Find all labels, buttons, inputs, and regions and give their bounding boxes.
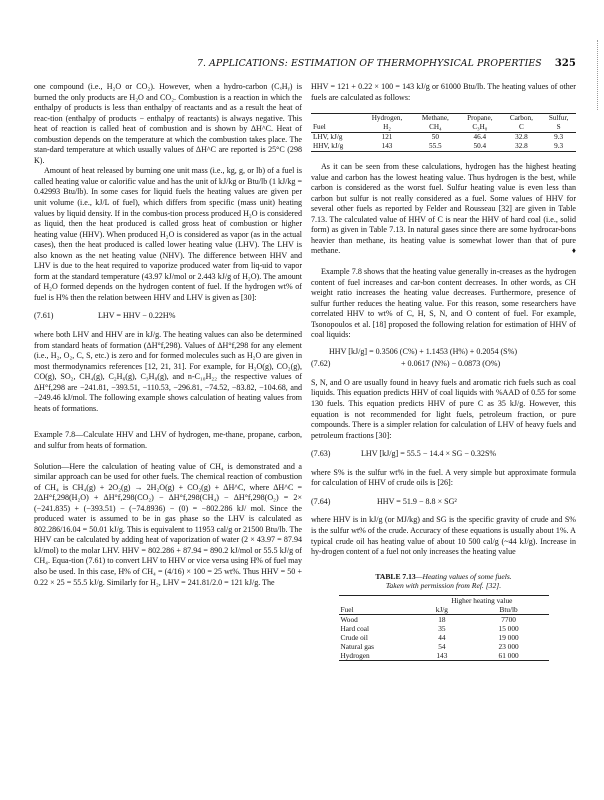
table-subheader-row bbox=[339, 605, 549, 615]
table-header-cell: Btu/lb bbox=[469, 605, 549, 615]
example-title: Example 7.8—Calculate HHV and LHV of hydrogen, me-thane, propane, carbon, and sulfur from heats of formation. bbox=[34, 430, 302, 450]
equation-number: (7.63) bbox=[311, 449, 331, 459]
table-header-cell: Fuel bbox=[311, 123, 362, 133]
table-row bbox=[339, 614, 549, 624]
equation-body: + 0.0617 (N%) − 0.0873 (O%) bbox=[401, 359, 501, 369]
table-row bbox=[339, 633, 549, 642]
table-cell: Crude oil bbox=[340, 632, 368, 642]
table-7-13-caption bbox=[311, 572, 576, 591]
table-cell: 46.4 bbox=[473, 133, 487, 142]
table-header-cell: S bbox=[541, 123, 576, 133]
paragraph: where HHV is in kJ/g (or MJ/kg) and SG is the specific gravity of crude and S% is the sulfur wt% of the crude. Accuracy of these equations is usually about 1%. A typical crude oil has heating value of about 10 500 cal/g (~44 kJ/g). Increase in hy-drogen content of a fuel not only increases the heating value bbox=[311, 515, 576, 557]
equation-body: LHV = HHV − 0.22H% bbox=[98, 311, 176, 321]
table-cell: 7700 bbox=[501, 614, 516, 624]
table-cell: 9.3 bbox=[554, 133, 564, 142]
table-cell: 23 000 bbox=[498, 642, 519, 652]
table-cell: 143 bbox=[362, 142, 413, 152]
table-row bbox=[339, 642, 549, 651]
equation-7-63 bbox=[311, 449, 576, 460]
paragraph bbox=[311, 162, 576, 257]
page-number: 325 bbox=[554, 58, 576, 69]
running-title: 7. APPLICATIONS: ESTIMATION OF THERMOPHYSICAL PROPERTIES bbox=[196, 58, 542, 69]
table-cell: 32.8 bbox=[502, 142, 542, 152]
table-header-cell bbox=[339, 595, 416, 605]
paragraph: Example 7.8 shows that the heating value generally in-creases as the hydrogen content of fuel increases and car-bon content decreases. In other words, as CH weight ratio increases the heating value decreases. Furthermore, presence of sulfur further reduces the heating value. For this reason, some researchers have correlated HHV to wt% of C, H, S, N, and O content of fuel. For example, Tsonopoulos et al. [18] proposed the following relation for estimation of HHV of coal liquids: bbox=[311, 267, 576, 340]
table-header-cell: C₃H₈ bbox=[458, 123, 501, 133]
table-cell: Natural gas bbox=[340, 642, 374, 652]
equation-7-62 bbox=[311, 359, 576, 370]
table-cell: 54 bbox=[438, 642, 446, 652]
table-row bbox=[311, 133, 576, 143]
paragraph: S, N, and O are usually found in heavy fuels and aromatic rich fuels such as coal liquids. This equation predicts HHV of coal liquids with %AAD of 0.55 for some 130 fuels. This equation predicts HHV of pure C as 35 kJ/g. However, this equation is not recommended for light fuels, petroleum fraction, or pure compounds. There is a simpler relation for calculation of LHV of heavy fuels and petroleum fractions [30]: bbox=[311, 377, 576, 440]
table-header-cell: C bbox=[502, 123, 542, 133]
table-subheader-row bbox=[311, 123, 576, 133]
table-caption-text: —Heating values of some fuels. bbox=[415, 571, 512, 581]
equation-body: LHV [kJ/g] = 55.5 − 14.4 × SG − 0.32S% bbox=[361, 449, 497, 459]
table-row bbox=[339, 651, 549, 661]
table-cell: 121 bbox=[381, 133, 393, 142]
table-header-cell bbox=[311, 114, 362, 124]
equation-7-64 bbox=[311, 497, 576, 508]
table-label: TABLE 7.13 bbox=[375, 571, 416, 581]
table-header-cell: CH₄ bbox=[413, 123, 459, 133]
table-7-13 bbox=[339, 595, 549, 662]
table-cell: Hard coal bbox=[340, 623, 370, 633]
equation-number: (7.64) bbox=[311, 496, 331, 506]
paragraph-text: As it can be seen from these calculations, hydrogen has the highest heating value and carbon has the lowest heating value. Thus hydrogen is the best, while carbon is considered as the worst fuel. Sulfur heating value is even less than carbon but sulfur is not really considered as a fuel. Some values of HHV for several other fuels as reported by Felder and Rousseau [32] are given in Table 7.13. The calculated value of HHV of C is near the HHV of hard coal (i.e., solid form) as given in Table 7.13. In natural gases since there are some hydrocar-bons heavier than methane, its heating value is somewhat lower than that of pure methane. bbox=[311, 162, 576, 256]
equation-7-61 bbox=[34, 311, 302, 322]
table-header-cell: Propane, bbox=[458, 114, 501, 124]
table-row bbox=[339, 624, 549, 633]
table-header-row bbox=[311, 114, 576, 124]
table-cell: 143 bbox=[415, 651, 469, 661]
table-group-header: Higher heating value bbox=[415, 595, 548, 605]
table-cell: 35 bbox=[438, 623, 446, 633]
paragraph: Amount of heat released by burning one unit mass (i.e., kg, g, or lb) of a fuel is called heating value or calorific value and has the unit of kJ/kg or Btu/lb (1 kJ/kg = 0.42993 Btu/lb). In some cases for liquid fuels the heating values are given per unit volume (i.e., kJ/L of fuel), which differs from specific (mass unit) heating values by liquid density. If in the combus-tion process produced H₂O is considered as liquid, then the heat produced is called gross heat of combustion or higher heating value (HHV). When produced H₂O is considered as vapor (as in the actual cases), then the heat produced is called lower heating value (LHV). The LHV is also known as the net heating value (NHV). The difference between HHV and LHV is due to the heat required to vaporize produced water from liq-uid to vapor form at the standard temperature (43.97 kJ/mol or 2.443 kJ/g of H₂O). The amount of H₂O formed depends on the hydrogen content of fuel. If the hydrogen wt% of fuel is H% then the relation between HHV and LHV is given as [30]: bbox=[34, 166, 302, 302]
equation-number: (7.62) bbox=[311, 359, 331, 369]
right-column bbox=[311, 82, 576, 661]
margin-dotted-rule bbox=[593, 40, 598, 110]
table-cell: HHV, kJ/g bbox=[311, 142, 362, 152]
table-header-cell: Hydrogen, bbox=[362, 114, 413, 124]
table-header-cell: Sulfur, bbox=[541, 114, 576, 124]
paragraph: HHV = 121 + 0.22 × 100 = 143 kJ/g or 61000 Btu/lb. The heating values of other fuels are calculated as follows: bbox=[311, 82, 576, 102]
example-end-diamond-icon: ♦ bbox=[571, 246, 576, 256]
table-cell: 18 bbox=[438, 614, 446, 624]
table-cell: 50.4 bbox=[458, 142, 501, 152]
table-cell: 15 000 bbox=[498, 623, 519, 633]
table-header-row bbox=[339, 595, 549, 605]
paragraph: one compound (i.e., H₂O or CO₂). However, when a hydro-carbon (CₓHᵧ) is burned the only products are H₂O and CO₂. Combustion is a reaction in which the enthalpy of products is less than enthalpy of reactants and as a result the heat of reac-tion (enthalpy of products − enthalpy of reactants) is always negative. This heat of reaction is called heat of combustion and is shown by ΔH^C. Heat of combustion depends on the temperature at which the combustion takes place. The stan-dard temperature at which usually values of ΔH^C are reported is 25°C (298 K). bbox=[34, 82, 302, 165]
solution-paragraph: Solution—Here the calculation of heating value of CH₄ is demonstrated and a similar approach can be used for other fuels. The chemical reaction of combustion of CH₄ is CH₄(g) + 2O₂(g) → 2H₂O(g) + CO₂(g) + ΔH^C, where ΔH^C = 2ΔH°f,298(H₂O) + ΔH°f,298(CO₂) − ΔH°f,298(CH₄) − ΔH°f,298(O₂) = 2× (−241.835) + (−393.51) − (−74.8936) − (0) = −802.286 kJ/ mol. Since the produced water is assumed to be in gas phase so the LHV is calculated as 802.286/16.04 = 50.01 kJ/g. This is equivalent to 11953 cal/g or 21500 Btu/lb. The HHV can be calculated by adding heat of vaporization of water (2 × 43.97 = 87.94 kJ/mol) to the molar LHV. HHV = 802.286 + 87.94 = 890.2 kJ/mol or 55.5 kJ/g of CH₄. Equa-tion (7.61) to convert LHV to HHV or vice versa using H% of fuel may also be used. In this case, H% of CH₄ = (4/16) × 100 = 25 wt%. Thus HHV = 50 + 0.22 × 25 = 55.5 kJ/g. Similarly for H₂, LHV = 241.81/2.0 = 121 kJ/g. The bbox=[34, 461, 302, 587]
table-header-cell: Fuel bbox=[339, 605, 416, 615]
table-header-cell: Carbon, bbox=[502, 114, 542, 124]
fuel-heating-values-table bbox=[311, 113, 576, 152]
table-cell: 44 bbox=[438, 632, 446, 642]
table-header-cell: H₂ bbox=[362, 123, 413, 133]
table-cell: LHV, kJ/g bbox=[313, 133, 343, 142]
table-header-cell: kJ/g bbox=[415, 605, 469, 615]
table-caption-source: Taken with permission from Ref. [32]. bbox=[385, 581, 502, 591]
table-cell: 61 000 bbox=[469, 651, 549, 661]
table-cell: 9.3 bbox=[541, 142, 576, 152]
equation-number: (7.61) bbox=[34, 311, 54, 321]
equation-7-62-line1: HHV [kJ/g] = 0.3506 (C%) + 1.1453 (H%) + 0.2054 (S%) bbox=[329, 346, 518, 356]
running-header bbox=[34, 58, 576, 72]
table-cell: 32.8 bbox=[515, 133, 528, 142]
table-cell: Wood bbox=[340, 614, 358, 624]
table-header-cell: Methane, bbox=[413, 114, 459, 124]
table-cell: 55.5 bbox=[413, 142, 459, 152]
equation-body: HHV = 51.9 − 8.8 × SG² bbox=[377, 496, 457, 506]
paragraph: where S% is the sulfur wt% in the fuel. A very simple but approximate formula for calculation of HHV of crude oils is [26]: bbox=[311, 467, 576, 488]
table-cell: 19 000 bbox=[498, 632, 519, 642]
table-row bbox=[311, 142, 576, 152]
table-cell: 50 bbox=[431, 133, 439, 142]
paragraph: where both LHV and HHV are in kJ/g. The heating values can also be determined from standard heats of formation (ΔH°f,298). Values of ΔH°f,298 for any element (i.e., H₂, O₂, C, S, etc.) is zero and for formed molecules such as H₂O are given in most thermodynamics references [12, 21, 31]. For example, for H₂O(g), CO₂(g), CO(g), SO₂, CH₄(g), C₂H₆(g), C₃H₈(g), and n-C₁₀H₂₂ the respective values of ΔH°f,298 are −241.81, −393.51, −110.53, −296.81, −74.52, −83.82, −104.68, and −249.46 kJ/mol. The following example shows calculation of heating values from heats of formations. bbox=[34, 330, 302, 413]
table-cell: Hydrogen bbox=[339, 651, 416, 661]
left-column bbox=[34, 82, 302, 588]
